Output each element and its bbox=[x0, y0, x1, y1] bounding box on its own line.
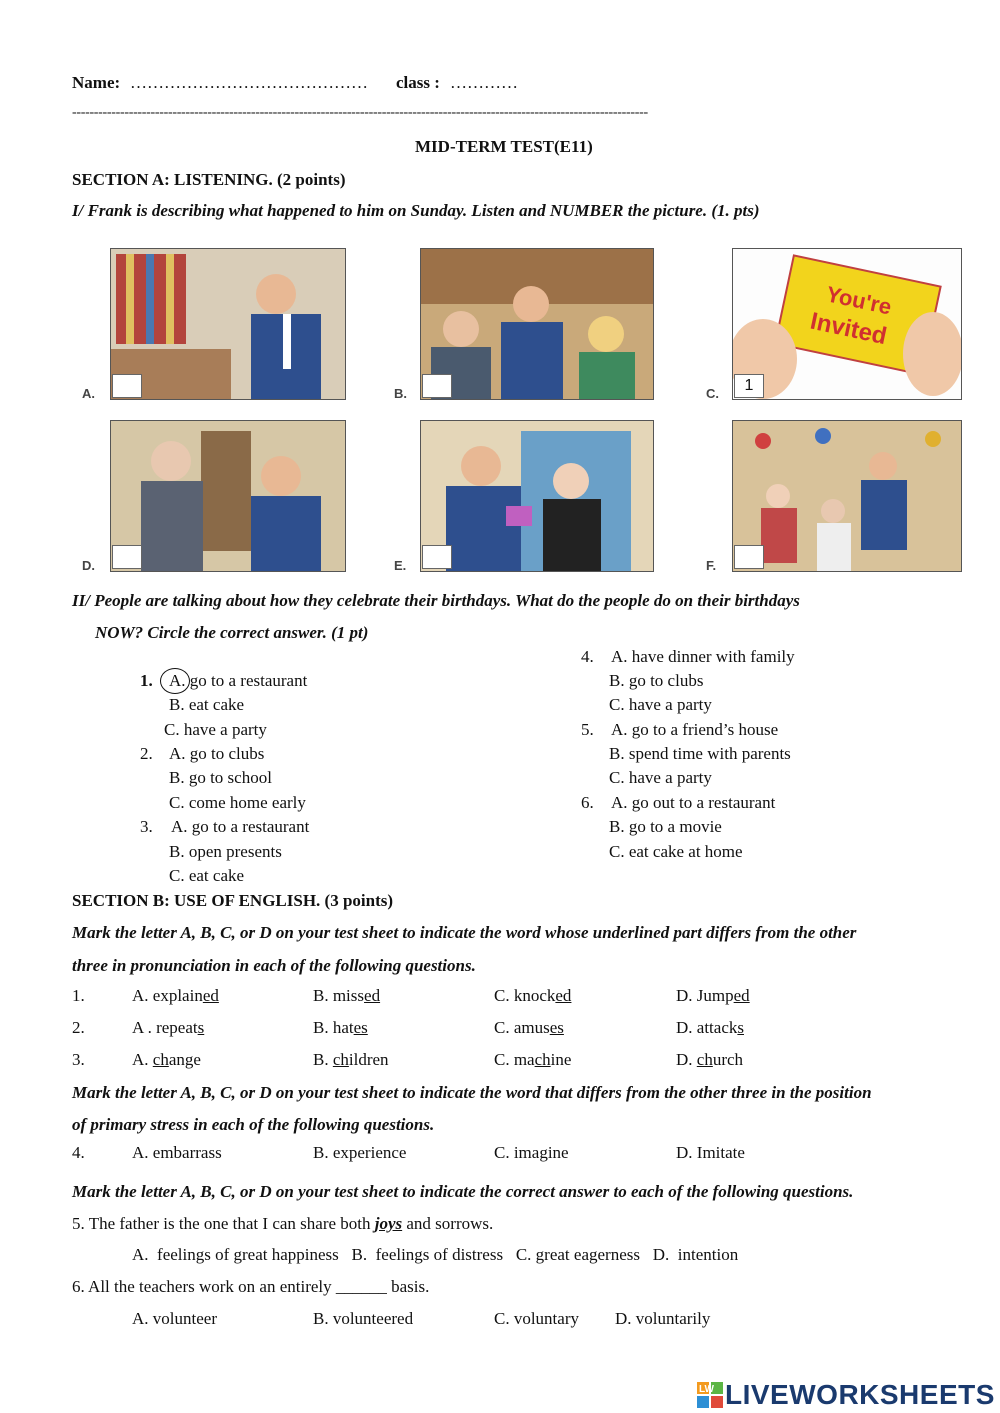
b-q1-option-c[interactable]: C. knocked bbox=[494, 986, 572, 1005]
stress-instruction-line2: of primary stress in each of the following questions. bbox=[72, 1115, 435, 1134]
pronunciation-instruction-line1: Mark the letter A, B, C, or D on your test sheet to indicate the word whose underlined part differs from the other bbox=[72, 923, 857, 942]
correct-answer-instruction: Mark the letter A, B, C, or D on your test sheet to indicate the correct answer to each of the following questions. bbox=[72, 1182, 854, 1201]
q2-number: 2. bbox=[140, 744, 153, 763]
b-q3-option-a[interactable]: A. change bbox=[132, 1050, 201, 1069]
b-q6-option-d[interactable]: D. voluntarily bbox=[615, 1309, 711, 1328]
q4-option-c[interactable]: C. have a party bbox=[609, 695, 712, 714]
name-blank[interactable]: …………………………………… bbox=[130, 73, 368, 92]
picture-c-label: C. bbox=[706, 386, 719, 401]
picture-f-number-box[interactable] bbox=[734, 545, 764, 569]
picture-f-label: F. bbox=[706, 558, 717, 573]
b-q3-option-d[interactable]: D. church bbox=[676, 1050, 744, 1069]
q6-number: 6. bbox=[581, 793, 594, 812]
q6-option-a[interactable]: A. go out to a restaurant bbox=[611, 793, 776, 812]
part2-instruction-line1: II/ People are talking about how they celebrate their birthdays. What do the people do on their birthdays bbox=[72, 591, 800, 610]
logo-icon-letters: LW bbox=[699, 1384, 714, 1395]
q1-option-c[interactable]: C. have a party bbox=[164, 720, 267, 739]
b-q2-option-b[interactable]: B. hates bbox=[313, 1018, 368, 1037]
picture-c bbox=[732, 248, 962, 400]
part2-instruction-line2: NOW? Circle the correct answer. (1 pt) bbox=[95, 623, 369, 642]
picture-b-number-box[interactable] bbox=[422, 374, 452, 398]
name-label: Name: bbox=[72, 73, 121, 92]
b-q1-option-d[interactable]: D. Jumped bbox=[676, 986, 750, 1005]
b-q2-option-a[interactable]: A . repeats bbox=[132, 1018, 205, 1037]
picture-a-label: A. bbox=[82, 386, 95, 401]
b-q6-question: 6. All the teachers work on an entirely ______ basis. bbox=[72, 1277, 430, 1296]
q3-option-c[interactable]: C. eat cake bbox=[169, 866, 245, 885]
stress-instruction-line1: Mark the letter A, B, C, or D on your test sheet to indicate the word that differs from the other three in the position bbox=[72, 1083, 872, 1102]
q3-option-b[interactable]: B. open presents bbox=[169, 842, 282, 861]
liveworksheets-logo[interactable] bbox=[697, 1379, 995, 1411]
class-label: class : bbox=[396, 73, 440, 92]
q2-option-a[interactable]: A. go to clubs bbox=[169, 744, 265, 763]
b-q5-options[interactable]: A. feelings of great happiness B. feelings of distress C. great eagerness D. intention bbox=[132, 1245, 739, 1264]
q5-number: 5. bbox=[581, 720, 594, 739]
b-q4-option-c[interactable]: C. imagine bbox=[494, 1143, 569, 1162]
q5-option-c[interactable]: C. have a party bbox=[609, 768, 712, 787]
b-q2-option-d[interactable]: D. attacks bbox=[676, 1018, 744, 1037]
page-title: MID-TERM TEST(E11) bbox=[415, 137, 593, 156]
picture-e-illustration bbox=[421, 421, 653, 571]
picture-f bbox=[732, 420, 962, 572]
b-q4-option-b[interactable]: B. experience bbox=[313, 1143, 407, 1162]
q5-option-b[interactable]: B. spend time with parents bbox=[609, 744, 791, 763]
section-b-title: SECTION B: USE OF ENGLISH. (3 points) bbox=[72, 891, 394, 910]
b-q2-number: 2. bbox=[72, 1018, 85, 1037]
q6-option-b[interactable]: B. go to a movie bbox=[609, 817, 722, 836]
picture-b bbox=[420, 248, 654, 400]
b-q1-number: 1. bbox=[72, 986, 85, 1005]
liveworksheets-icon bbox=[697, 1382, 723, 1408]
q5-option-a[interactable]: A. go to a friend’s house bbox=[611, 720, 779, 739]
b-q2-option-c[interactable]: C. amuses bbox=[494, 1018, 564, 1037]
q6-option-c[interactable]: C. eat cake at home bbox=[609, 842, 743, 861]
b-q4-option-d[interactable]: D. Imitate bbox=[676, 1143, 745, 1162]
picture-c-number-box[interactable]: 1 bbox=[734, 374, 764, 398]
q1-option-b[interactable]: B. eat cake bbox=[169, 695, 245, 714]
q3-number: 3. bbox=[140, 817, 153, 836]
b-q4-number: 4. bbox=[72, 1143, 85, 1162]
q3-option-a[interactable]: A. go to a restaurant bbox=[171, 817, 310, 836]
picture-b-illustration bbox=[421, 249, 653, 399]
picture-c-illustration bbox=[733, 249, 961, 399]
picture-d-number-box[interactable] bbox=[112, 545, 142, 569]
picture-d-label: D. bbox=[82, 558, 95, 573]
b-q6-option-a[interactable]: A. volunteer bbox=[132, 1309, 217, 1328]
picture-a-number-box[interactable] bbox=[112, 374, 142, 398]
b-q4-option-a[interactable]: A. embarrass bbox=[132, 1143, 222, 1162]
picture-e bbox=[420, 420, 654, 572]
picture-f-illustration bbox=[733, 421, 961, 571]
section-a-title: SECTION A: LISTENING. (2 points) bbox=[72, 170, 346, 189]
q1-option-a[interactable]: A. go to a restaurant bbox=[169, 671, 308, 690]
q4-option-a[interactable]: A. have dinner with family bbox=[611, 647, 795, 666]
dash-divider: ------------------------------------------------------------------------------------------------------------------------------------ bbox=[72, 105, 648, 120]
picture-a-illustration bbox=[111, 249, 345, 399]
picture-a bbox=[110, 248, 346, 400]
q2-option-c[interactable]: C. come home early bbox=[169, 793, 306, 812]
q2-option-b[interactable]: B. go to school bbox=[169, 768, 272, 787]
b-q3-number: 3. bbox=[72, 1050, 85, 1069]
b-q6-option-c[interactable]: C. voluntary bbox=[494, 1309, 579, 1328]
b-q5-question: 5. The father is the one that I can share both joys and sorrows. bbox=[72, 1214, 494, 1233]
q1-number: 1. bbox=[140, 671, 153, 690]
picture-d-illustration bbox=[111, 421, 345, 571]
picture-d bbox=[110, 420, 346, 572]
invite-text-1: You're bbox=[824, 281, 894, 320]
b-q1-option-b[interactable]: B. missed bbox=[313, 986, 381, 1005]
b-q1-option-a[interactable]: A. explained bbox=[132, 986, 219, 1005]
b-q3-option-c[interactable]: C. machine bbox=[494, 1050, 572, 1069]
picture-e-number-box[interactable] bbox=[422, 545, 452, 569]
part1-instruction: I/ Frank is describing what happened to him on Sunday. Listen and NUMBER the picture. (1. pts) bbox=[72, 201, 760, 220]
pronunciation-instruction-line2: three in pronunciation in each of the following questions. bbox=[72, 956, 476, 975]
invite-text-2: Invited bbox=[807, 307, 890, 351]
picture-e-label: E. bbox=[394, 558, 407, 573]
liveworksheets-logo-text: LIVEWORKSHEETS bbox=[725, 1379, 995, 1410]
q4-number: 4. bbox=[581, 647, 594, 666]
b-q3-option-b[interactable]: B. children bbox=[313, 1050, 389, 1069]
b-q6-option-b[interactable]: B. volunteered bbox=[313, 1309, 414, 1328]
q4-option-b[interactable]: B. go to clubs bbox=[609, 671, 704, 690]
picture-b-label: B. bbox=[394, 386, 407, 401]
class-blank[interactable]: ………… bbox=[450, 73, 518, 92]
